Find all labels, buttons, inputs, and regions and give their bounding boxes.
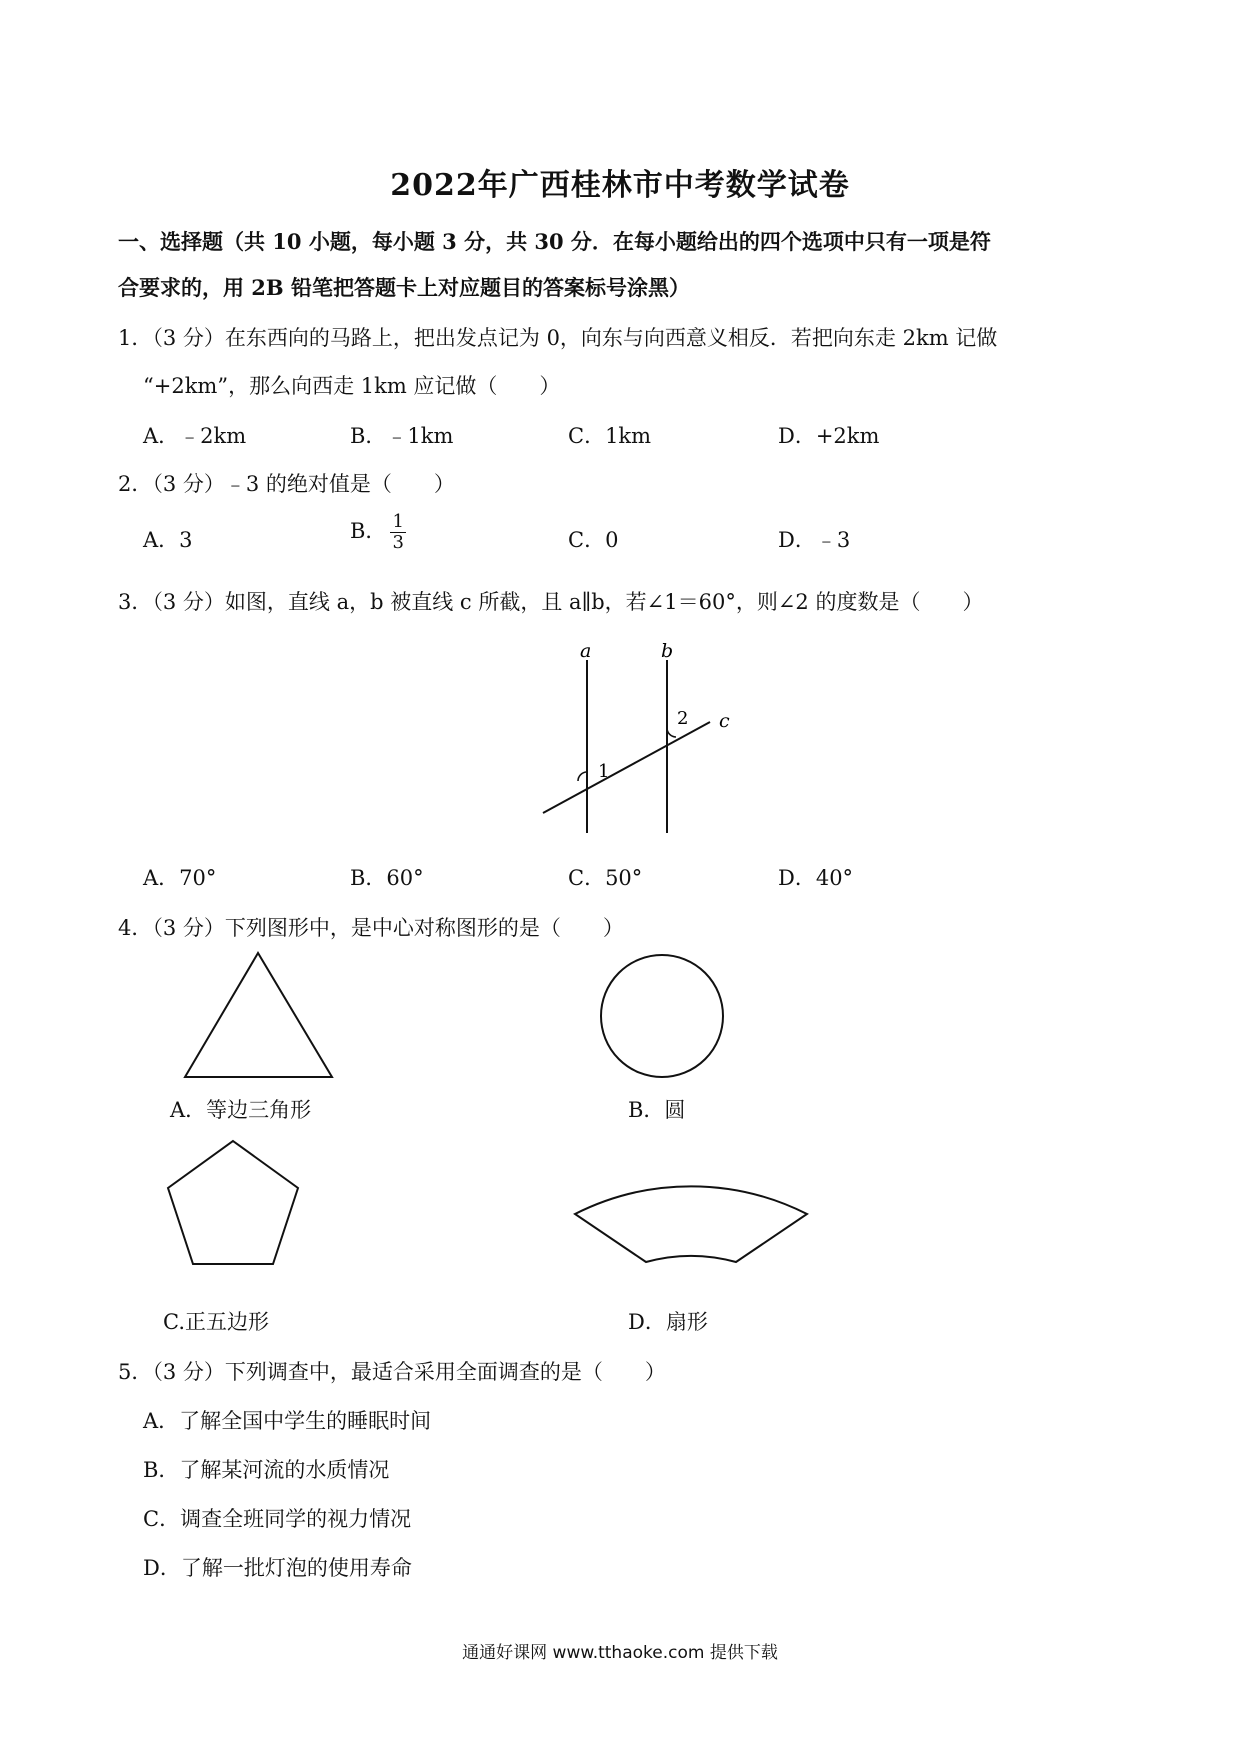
label-angle-2: 2 [677, 708, 689, 729]
q2-option-c: C．0 [568, 528, 619, 552]
q3-option-d: D．40° [778, 866, 854, 890]
q4-caption-b: B．圆 [628, 1098, 686, 1122]
q2-stem: 2．（3 分）﹣3 的绝对值是（ ） [118, 472, 455, 496]
q3-option-b: B．60° [350, 866, 424, 890]
q5-option-c: C．调查全班同学的视力情况 [143, 1507, 412, 1531]
q4-stem: 4．（3 分）下列图形中，是中心对称图形的是（ ） [118, 916, 624, 940]
q5-option-d: D．了解一批灯泡的使用寿命 [143, 1556, 412, 1580]
circle-shape [601, 955, 723, 1077]
q2-option-d: D．﹣3 [778, 528, 851, 552]
label-b: b [661, 640, 674, 662]
regular-pentagon-shape [168, 1141, 298, 1264]
q5-option-b: B．了解某河流的水质情况 [143, 1458, 390, 1482]
equilateral-triangle-shape [185, 953, 332, 1077]
label-a: a [580, 640, 592, 662]
q3-option-a: A．70° [143, 866, 217, 890]
q5-stem: 5．（3 分）下列调查中，最适合采用全面调查的是（ ） [118, 1360, 666, 1384]
q4-caption-d: D．扇形 [628, 1310, 708, 1334]
q1-stem-line1: 1．（3 分）在东西向的马路上，把出发点记为 0，向东与向西意义相反．若把向东走 2km 记做 [118, 326, 998, 350]
label-c: c [719, 710, 730, 732]
section-heading-line2: 合要求的，用 2B 铅笔把答题卡上对应题目的答案标号涂黑） [118, 275, 690, 300]
section-heading-line1: 一、选择题（共 10 小题，每小题 3 分，共 30 分．在每小题给出的四个选项中只有一项是符 [118, 229, 991, 254]
q4-caption-a: A．等边三角形 [170, 1098, 312, 1122]
q2-option-b-prefix: B． [350, 519, 387, 543]
q2-option-a: A．3 [143, 528, 193, 552]
fraction-numerator: 1 [392, 511, 404, 532]
q1-stem-line2: “+2km”，那么向西走 1km 应记做（ ） [143, 374, 561, 398]
q1-option-c: C．1km [568, 424, 652, 448]
q1-option-a: A．﹣2km [143, 424, 247, 448]
q3-option-c: C．50° [568, 866, 643, 890]
q3-stem: 3．（3 分）如图，直线 a，b 被直线 c 所截，且 a∥b，若∠1＝60°，则∠2 的度数是（ ） [118, 590, 984, 614]
sector-shape [575, 1186, 807, 1262]
q4-caption-c: C.正五边形 [163, 1310, 269, 1334]
label-angle-1: 1 [598, 761, 610, 782]
q1-option-d: D．+2km [778, 424, 880, 448]
q5-option-a: A．了解全国中学生的睡眠时间 [143, 1409, 432, 1433]
page-title: 2022年广西桂林市中考数学试卷 [390, 168, 850, 203]
q1-option-b: B．﹣1km [350, 424, 454, 448]
footer-download-note: 通通好课网 www.tthaoke.com 提供下载 [462, 1643, 778, 1663]
fraction-denominator: 3 [392, 532, 404, 553]
